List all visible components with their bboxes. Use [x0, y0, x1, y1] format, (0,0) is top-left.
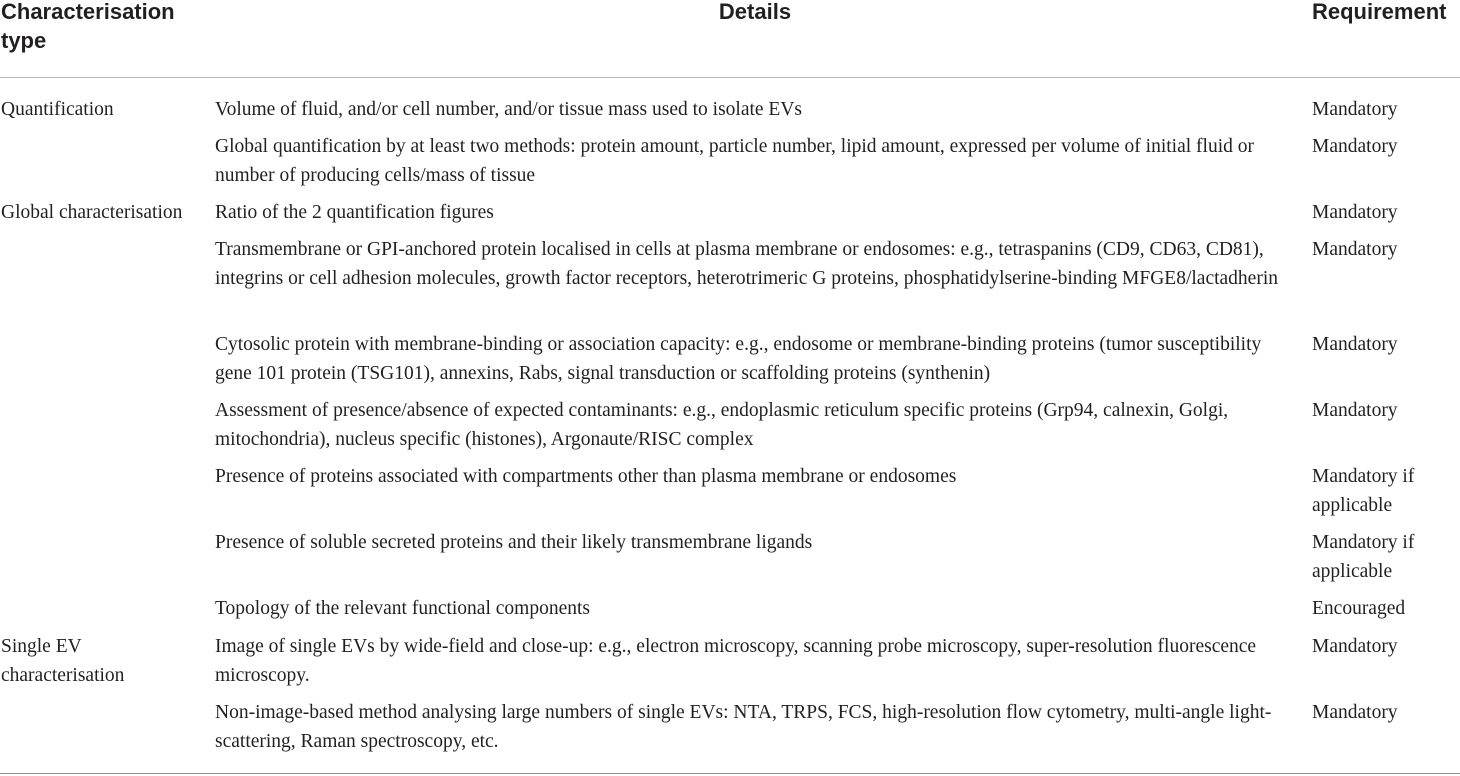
table-row-requirement: Mandatory	[1312, 334, 1398, 355]
table-row-details: Assessment of presence/absence of expected contaminants: e.g., endoplasmic reticulum specific proteins (Grp94, calnexin, Golgi, mitochondria), nucleus specific (histones), Argonaute/RISC complex	[215, 400, 1229, 450]
group-quantification: Quantification	[1, 99, 114, 120]
table-row-requirement: Encouraged	[1312, 598, 1406, 619]
table-row-requirement: Mandatory if applicable	[1312, 466, 1415, 516]
table-header	[0, 0, 1460, 78]
table-row-requirement: Mandatory	[1312, 239, 1398, 260]
table-row-details: Presence of proteins associated with compartments other than plasma membrane or endosomes	[215, 466, 957, 487]
table-row-requirement: Mandatory	[1312, 400, 1398, 421]
table-row-requirement: Mandatory	[1312, 136, 1398, 157]
group-global-characterisation: Global characterisation	[1, 202, 183, 223]
table-row-details: Presence of soluble secreted proteins and their likely transmembrane ligands	[215, 532, 813, 553]
group-single-ev-characterisation: Single EV characterisation	[1, 636, 125, 686]
table-row-details: Volume of fluid, and/or cell number, and/or tissue mass used to isolate EVs	[215, 99, 803, 120]
table-row-details: Topology of the relevant functional components	[215, 598, 590, 619]
table-row-requirement: Mandatory	[1312, 99, 1398, 120]
table-row-details: Transmembrane or GPI-anchored protein localised in cells at plasma membrane or endosomes: e.g., tetraspanins (CD9, CD63, CD81), integrins or cell adhesion molecules, growth factor receptors, heterotrimeric G proteins, phosphatidylserine-binding MFGE8/lactadherin	[215, 239, 1278, 289]
table-row-details: Global quantification by at least two methods: protein amount, particle number, lipid amount, expressed per volume of initial fluid or number of producing cells/mass of tissue	[215, 136, 1254, 186]
table-row-requirement: Mandatory	[1312, 702, 1398, 723]
table-row-details: Cytosolic protein with membrane-binding or association capacity: e.g., endosome or membrane-binding proteins (tumor susceptibility gene 101 protein (TSG101), annexins, Rabs, signal transduction or scaffolding proteins (synthenin)	[215, 334, 1262, 384]
table-row-requirement: Mandatory	[1312, 636, 1398, 657]
table-row-details: Ratio of the 2 quantification figures	[215, 202, 494, 223]
table-bottom-rule	[0, 773, 1460, 774]
header-details: Details	[718, 0, 792, 24]
table-row-requirement: Mandatory if applicable	[1312, 532, 1415, 582]
table-row-details: Non-image-based method analysing large numbers of single EVs: NTA, TRPS, FCS, high-resolution flow cytometry, multi-angle light-scattering, Raman spectroscopy, etc.	[215, 702, 1272, 752]
table-row-details: Image of single EVs by wide-field and close-up: e.g., electron microscopy, scanning probe microscopy, super-resolution fluorescence microscopy.	[215, 636, 1257, 686]
table-row-requirement: Mandatory	[1312, 202, 1398, 223]
header-requirement: Requirement	[1312, 0, 1447, 24]
header-characterisation-type: Characterisation type	[1, 0, 175, 53]
